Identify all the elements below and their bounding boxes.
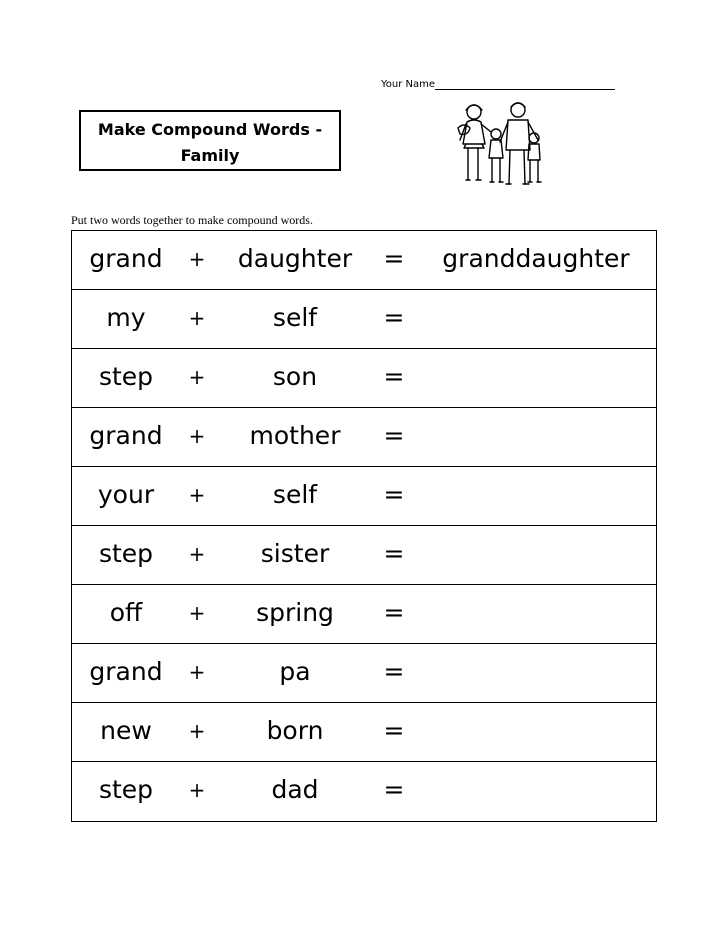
table-row [72, 703, 656, 762]
equals-sign: = [383, 480, 405, 509]
first-word: step [98, 775, 154, 804]
name-label: Your Name [381, 79, 436, 90]
second-word: sister [260, 539, 330, 568]
answer-field[interactable]: granddaughter [442, 244, 630, 273]
table-row [72, 231, 656, 290]
first-word: off [109, 598, 143, 627]
plus-sign: + [188, 483, 206, 507]
table-row [72, 290, 656, 349]
table-row [72, 467, 656, 526]
second-word: spring [256, 598, 334, 627]
plus-sign: + [188, 365, 206, 389]
name-field[interactable] [381, 79, 615, 90]
first-word: grand [89, 657, 163, 686]
worksheet-title-line2: Family [180, 146, 240, 165]
first-word: step [98, 362, 154, 391]
table-row [72, 408, 656, 467]
second-word: dad [271, 775, 319, 804]
first-word: grand [89, 421, 163, 450]
table-row [72, 349, 656, 408]
second-word: pa [279, 657, 311, 686]
plus-sign: + [188, 306, 206, 330]
instructions-text: Put two words together to make compound words. [71, 213, 313, 227]
equals-sign: = [383, 362, 405, 391]
equals-sign: = [383, 303, 405, 332]
equals-sign: = [383, 598, 405, 627]
second-word: self [272, 303, 318, 332]
equals-sign: = [383, 421, 405, 450]
equals-sign: = [383, 657, 405, 686]
second-word: mother [249, 421, 341, 450]
plus-sign: + [188, 660, 206, 684]
plus-sign: + [188, 247, 206, 271]
second-word: self [272, 480, 318, 509]
equals-sign: = [383, 716, 405, 745]
table-row [72, 526, 656, 585]
plus-sign: + [188, 601, 206, 625]
family-group-icon [452, 100, 548, 192]
table-row [72, 585, 656, 644]
equals-sign: = [383, 775, 405, 804]
plus-sign: + [188, 424, 206, 448]
plus-sign: + [188, 719, 206, 743]
first-word: grand [89, 244, 163, 273]
plus-sign: + [188, 778, 206, 802]
first-word: your [97, 480, 155, 509]
compound-words-table [71, 230, 657, 822]
table-row [72, 644, 656, 703]
second-word: born [266, 716, 324, 745]
equals-sign: = [383, 539, 405, 568]
first-word: new [100, 716, 152, 745]
first-word: step [98, 539, 154, 568]
first-word: my [106, 303, 146, 332]
plus-sign: + [188, 542, 206, 566]
second-word: daughter [237, 244, 353, 273]
second-word: son [272, 362, 318, 391]
name-blank-line[interactable] [435, 79, 615, 90]
equals-sign: = [383, 244, 405, 273]
table-row [72, 762, 656, 821]
worksheet-title-line1: Make Compound Words - [97, 120, 323, 139]
worksheet-title-box [79, 110, 341, 171]
